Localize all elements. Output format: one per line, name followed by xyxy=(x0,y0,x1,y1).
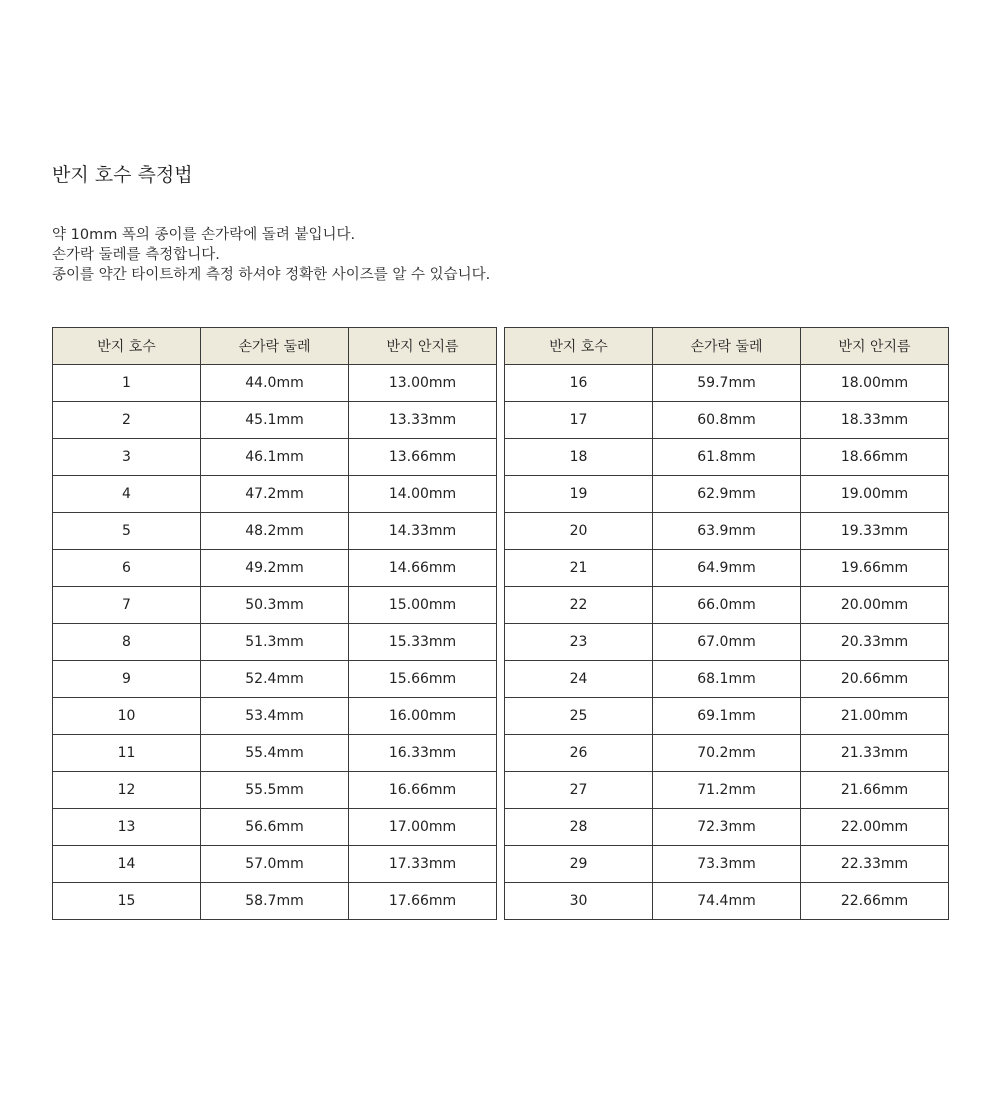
table-row xyxy=(53,439,497,476)
table-row xyxy=(53,402,497,439)
cell-ring-size: 7 xyxy=(53,587,201,624)
cell-ring-size: 1 xyxy=(53,365,201,402)
table-row xyxy=(53,476,497,513)
cell-ring-size: 2 xyxy=(53,402,201,439)
cell-inner-diameter: 19.00mm xyxy=(801,476,949,513)
cell-finger-circumference: 53.4mm xyxy=(201,698,349,735)
cell-inner-diameter: 15.00mm xyxy=(349,587,497,624)
cell-inner-diameter: 17.33mm xyxy=(349,846,497,883)
table-body xyxy=(505,365,949,920)
cell-inner-diameter: 16.00mm xyxy=(349,698,497,735)
cell-inner-diameter: 14.33mm xyxy=(349,513,497,550)
table-body xyxy=(53,365,497,920)
cell-ring-size: 18 xyxy=(505,439,653,476)
cell-ring-size: 21 xyxy=(505,550,653,587)
cell-inner-diameter: 20.33mm xyxy=(801,624,949,661)
cell-finger-circumference: 71.2mm xyxy=(653,772,801,809)
cell-inner-diameter: 18.00mm xyxy=(801,365,949,402)
header-inner-diameter: 반지 안지름 xyxy=(349,328,497,365)
cell-ring-size: 3 xyxy=(53,439,201,476)
cell-ring-size: 10 xyxy=(53,698,201,735)
header-finger-circumference: 손가락 둘레 xyxy=(653,328,801,365)
cell-finger-circumference: 66.0mm xyxy=(653,587,801,624)
cell-finger-circumference: 56.6mm xyxy=(201,809,349,846)
cell-inner-diameter: 21.33mm xyxy=(801,735,949,772)
table-row xyxy=(53,624,497,661)
table-row xyxy=(53,513,497,550)
cell-inner-diameter: 22.66mm xyxy=(801,883,949,920)
table-row xyxy=(505,772,949,809)
cell-inner-diameter: 13.33mm xyxy=(349,402,497,439)
cell-finger-circumference: 55.4mm xyxy=(201,735,349,772)
cell-inner-diameter: 20.66mm xyxy=(801,661,949,698)
cell-ring-size: 9 xyxy=(53,661,201,698)
cell-finger-circumference: 64.9mm xyxy=(653,550,801,587)
table-row xyxy=(505,587,949,624)
cell-inner-diameter: 20.00mm xyxy=(801,587,949,624)
table-row xyxy=(53,698,497,735)
cell-inner-diameter: 21.66mm xyxy=(801,772,949,809)
table-row xyxy=(53,809,497,846)
cell-finger-circumference: 55.5mm xyxy=(201,772,349,809)
table-row xyxy=(505,402,949,439)
cell-finger-circumference: 46.1mm xyxy=(201,439,349,476)
page-title: 반지 호수 측정법 xyxy=(52,164,193,186)
header-inner-diameter: 반지 안지름 xyxy=(801,328,949,365)
cell-finger-circumference: 44.0mm xyxy=(201,365,349,402)
cell-ring-size: 26 xyxy=(505,735,653,772)
cell-inner-diameter: 14.00mm xyxy=(349,476,497,513)
cell-ring-size: 30 xyxy=(505,883,653,920)
cell-ring-size: 16 xyxy=(505,365,653,402)
cell-ring-size: 5 xyxy=(53,513,201,550)
cell-finger-circumference: 51.3mm xyxy=(201,624,349,661)
instruction-list xyxy=(52,225,490,285)
instruction-line: 종이를 약간 타이트하게 측정 하셔야 정확한 사이즈를 알 수 있습니다. xyxy=(52,267,491,283)
cell-inner-diameter: 13.00mm xyxy=(349,365,497,402)
table-header-row xyxy=(53,328,497,365)
table-row xyxy=(505,365,949,402)
cell-finger-circumference: 49.2mm xyxy=(201,550,349,587)
cell-finger-circumference: 59.7mm xyxy=(653,365,801,402)
cell-ring-size: 17 xyxy=(505,402,653,439)
cell-finger-circumference: 57.0mm xyxy=(201,846,349,883)
table-row xyxy=(505,661,949,698)
cell-finger-circumference: 50.3mm xyxy=(201,587,349,624)
table-row xyxy=(505,439,949,476)
instruction-line: 약 10mm 폭의 종이를 손가락에 돌려 붙입니다. xyxy=(52,227,356,243)
table-row xyxy=(53,587,497,624)
cell-ring-size: 11 xyxy=(53,735,201,772)
cell-ring-size: 14 xyxy=(53,846,201,883)
table-row xyxy=(505,846,949,883)
cell-ring-size: 8 xyxy=(53,624,201,661)
cell-inner-diameter: 19.33mm xyxy=(801,513,949,550)
cell-finger-circumference: 62.9mm xyxy=(653,476,801,513)
cell-inner-diameter: 13.66mm xyxy=(349,439,497,476)
table-header-row xyxy=(505,328,949,365)
cell-ring-size: 13 xyxy=(53,809,201,846)
table-row xyxy=(53,365,497,402)
cell-finger-circumference: 74.4mm xyxy=(653,883,801,920)
table-row xyxy=(505,809,949,846)
header-ring-size: 반지 호수 xyxy=(53,328,201,365)
cell-finger-circumference: 68.1mm xyxy=(653,661,801,698)
cell-inner-diameter: 15.33mm xyxy=(349,624,497,661)
cell-inner-diameter: 17.66mm xyxy=(349,883,497,920)
cell-ring-size: 6 xyxy=(53,550,201,587)
table-row xyxy=(505,550,949,587)
cell-inner-diameter: 18.66mm xyxy=(801,439,949,476)
table-row xyxy=(53,550,497,587)
cell-ring-size: 28 xyxy=(505,809,653,846)
cell-ring-size: 20 xyxy=(505,513,653,550)
cell-inner-diameter: 17.00mm xyxy=(349,809,497,846)
cell-inner-diameter: 19.66mm xyxy=(801,550,949,587)
cell-inner-diameter: 16.66mm xyxy=(349,772,497,809)
cell-inner-diameter: 14.66mm xyxy=(349,550,497,587)
cell-ring-size: 27 xyxy=(505,772,653,809)
cell-inner-diameter: 18.33mm xyxy=(801,402,949,439)
table-row xyxy=(53,735,497,772)
cell-finger-circumference: 48.2mm xyxy=(201,513,349,550)
table-row xyxy=(505,624,949,661)
cell-ring-size: 15 xyxy=(53,883,201,920)
cell-ring-size: 29 xyxy=(505,846,653,883)
cell-finger-circumference: 69.1mm xyxy=(653,698,801,735)
cell-inner-diameter: 15.66mm xyxy=(349,661,497,698)
cell-ring-size: 23 xyxy=(505,624,653,661)
cell-inner-diameter: 21.00mm xyxy=(801,698,949,735)
cell-finger-circumference: 58.7mm xyxy=(201,883,349,920)
cell-inner-diameter: 22.33mm xyxy=(801,846,949,883)
cell-finger-circumference: 47.2mm xyxy=(201,476,349,513)
table-row xyxy=(505,513,949,550)
table-row xyxy=(53,846,497,883)
cell-finger-circumference: 67.0mm xyxy=(653,624,801,661)
cell-finger-circumference: 70.2mm xyxy=(653,735,801,772)
cell-inner-diameter: 22.00mm xyxy=(801,809,949,846)
cell-finger-circumference: 60.8mm xyxy=(653,402,801,439)
cell-finger-circumference: 73.3mm xyxy=(653,846,801,883)
cell-inner-diameter: 16.33mm xyxy=(349,735,497,772)
cell-finger-circumference: 63.9mm xyxy=(653,513,801,550)
cell-ring-size: 25 xyxy=(505,698,653,735)
table-row xyxy=(505,698,949,735)
header-finger-circumference: 손가락 둘레 xyxy=(201,328,349,365)
cell-ring-size: 24 xyxy=(505,661,653,698)
ring-size-table-right xyxy=(504,327,949,920)
table-row xyxy=(53,883,497,920)
ring-size-table-left xyxy=(52,327,497,920)
cell-finger-circumference: 72.3mm xyxy=(653,809,801,846)
cell-finger-circumference: 61.8mm xyxy=(653,439,801,476)
cell-finger-circumference: 52.4mm xyxy=(201,661,349,698)
table-row xyxy=(505,476,949,513)
cell-ring-size: 12 xyxy=(53,772,201,809)
table-row xyxy=(53,661,497,698)
cell-ring-size: 4 xyxy=(53,476,201,513)
cell-finger-circumference: 45.1mm xyxy=(201,402,349,439)
cell-ring-size: 19 xyxy=(505,476,653,513)
cell-ring-size: 22 xyxy=(505,587,653,624)
table-row xyxy=(53,772,497,809)
table-row xyxy=(505,735,949,772)
table-row xyxy=(505,883,949,920)
instruction-line: 손가락 둘레를 측정합니다. xyxy=(52,247,220,263)
header-ring-size: 반지 호수 xyxy=(505,328,653,365)
